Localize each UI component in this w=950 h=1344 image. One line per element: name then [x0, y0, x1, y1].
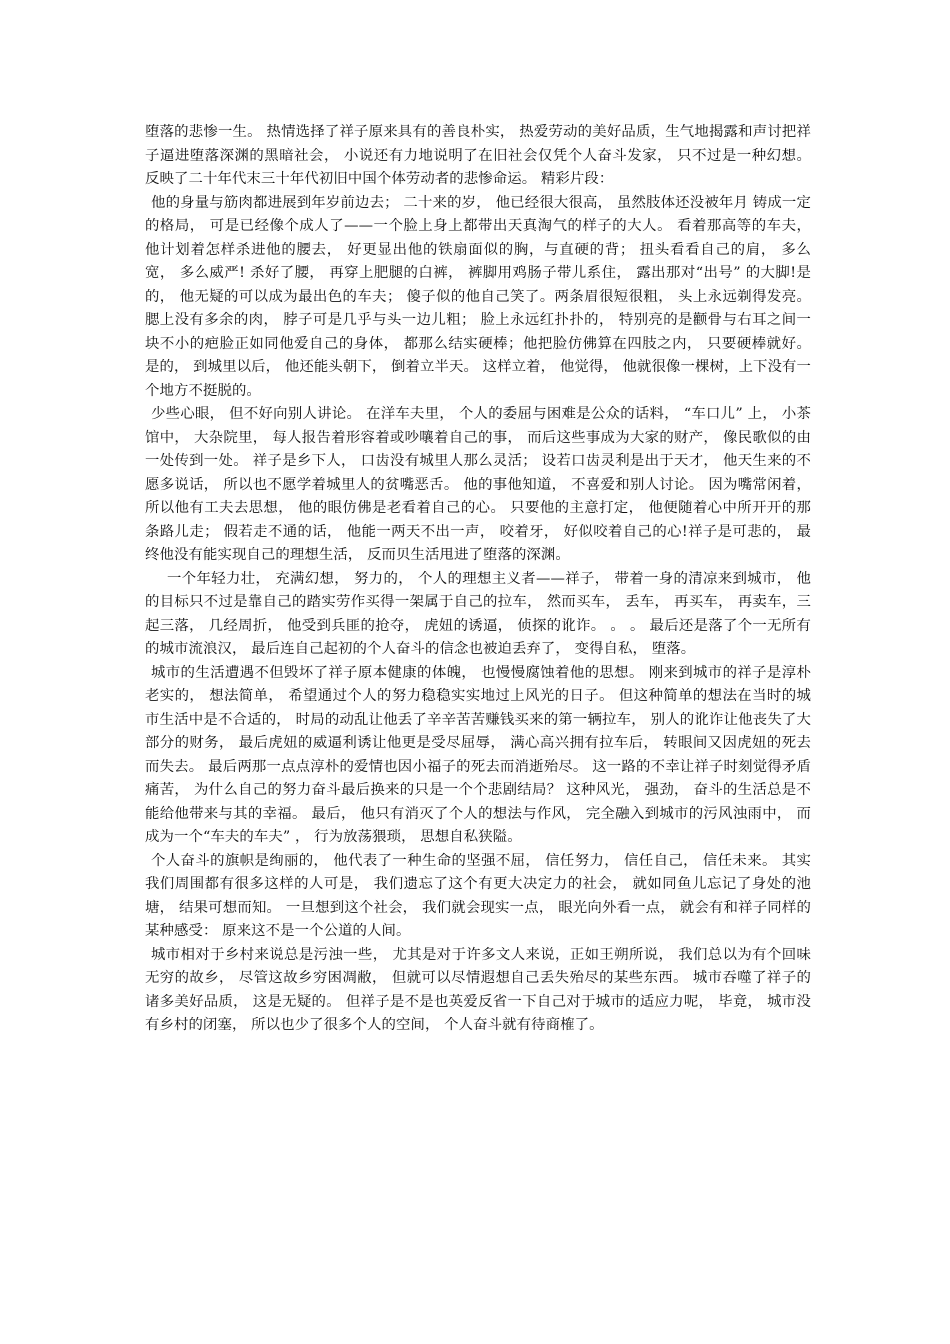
paragraph: 堕落的悲惨一生。 热情选择了祥子原来具有的善良朴实， 热爱劳动的美好品质，生气地揭露和声讨把祥子逼进堕落深渊的黑暗社会， 小说还有力地说明了在旧社会仅凭个人奋斗发家， 只不过是一种幻想。 反映了二十年代末三十年代初旧中国个体劳动者的悲惨命运。 精彩片段： — [145, 124, 811, 187]
paragraph: 个人奋斗的旗帜是绚丽的， 他代表了一种生命的坚强不屈， 信任努力， 信任自己， 信任未来。 其实我们周围都有很多这样的人可是， 我们遗忘了这个有更大决定力的社会， 就如同鱼儿忘记了身处的池塘， 结果可想而知。 一旦想到这个社会， 我们就会现实一点， 眼光向外看一点， 就会有和祥子同样的某种感受： 原来这不是一个公道的人间。 — [145, 852, 811, 939]
paragraph: 一个年轻力壮， 充满幻想， 努力的， 个人的理想主义者——祥子， 带着一身的清凉来到城市， 他的目标只不过是靠自己的踏实劳作买得一架属于自己的拉车， 然而买车， 丢车， 再买车， 再卖车，三起三落， 几经周折， 他受到兵匪的抢夺， 虎妞的诱逼， 侦探的讹诈。 。 。 最后还是落了个一无所有的城市流浪汉， 最后连自己起初的个人奋斗的信念也被迫丢弃了， 变得自私， 堕落。 — [145, 570, 811, 657]
document-body — [145, 121, 811, 1038]
paragraph: 城市的生活遭遇不但毁坏了祥子原本健康的体魄， 也慢慢腐蚀着他的思想。 刚来到城市的祥子是淳朴老实的， 想法简单， 希望通过个人的努力稳稳实实地过上风光的日子。 但这种简单的想法在当时的城市生活中是不合适的， 时局的动乱让他丢了辛辛苦苦赚钱买来的第一辆拉车， 别人的讹诈让他丧失了大部分的财务， 最后虎妞的威逼利诱让他更是受尽屈辱， 满心高兴拥有拉车后， 转眼间又因虎妞的死去而失去。 最后两那一点点淳朴的爱情也因小福子的死去而消逝殆尽。 这一路的不幸让祥子时刻觉得矛盾痛苦， 为什么自己的努力奋斗最后换来的只是一个个悲剧结局？ 这种风光， 强劲， 奋斗的生活总是不能给他带来与其的幸福。 最后， 他只有消灭了个人的想法与作风， 完全融入到城市的污风浊雨中， 而成为一个“车夫的车夫” ， 行为放荡猥琐， 思想自私狭隘。 — [145, 664, 811, 845]
paragraph: 城市相对于乡村来说总是污浊一些， 尤其是对于许多文人来说，正如王朔所说， 我们总以为有个回味无穷的故乡， 尽管这故乡穷困凋敝， 但就可以尽情遐想自己丢失殆尽的某些东西。 城市吞噬了祥子的诸多美好品质， 这是无疑的。 但祥子是不是也英爱反省一下自己对于城市的适应力呢， 毕竟， 城市没有乡村的闭塞， 所以也少了很多个人的空间， 个人奋斗就有待商榷了。 — [145, 946, 811, 1033]
paragraph: 他的身量与筋肉都进展到年岁前边去； 二十来的岁， 他已经很大很高， 虽然肢体还没被年月 铸成一定的格局， 可是已经像个成人了——一个脸上身上都带出天真淘气的样子的大人。 看着那高等的车夫， 他计划着怎样杀进他的腰去， 好更显出他的铁扇面似的胸，与直硬的背； 扭头看看自己的肩， 多么宽， 多么威严! 杀好了腰， 再穿上肥腿的白裤， 裤脚用鸡肠子带儿系住， 露出那对“出号” 的大脚!是的， 他无疑的可以成为最出色的车夫； 傻子似的他自己笑了。两条眉很短很粗， 头上永远剃得发亮。 腮上没有多余的肉， 脖子可是几乎与头一边儿粗； 脸上永远红扑扑的， 特别亮的是颧骨与右耳之间一块不小的疤脸正如同他爱自己的身体， 都那么结实硬棒；他把脸仿佛算在四肢之内， 只要硬棒就好。 是的， 到城里以后， 他还能头朝下， 倒着立半天。 这样立着， 他觉得， 他就很像一棵树，上下没有一个地方不挺脱的。 — [145, 194, 811, 399]
paragraph: 少些心眼， 但不好向别人讲论。 在洋车夫里， 个人的委屈与困难是公众的话料， “车口儿” 上， 小茶馆中， 大杂院里， 每人报告着形容着或吵嚷着自己的事， 而后这些事成为大家的财产， 像民歌似的由一处传到一处。 祥子是乡下人， 口齿没有城里人那么灵活； 设若口齿灵利是出于天才， 他天生来的不愿多说话， 所以也不愿学着城里人的贫嘴恶舌。 他的事他知道， 不喜爱和别人讨论。 因为嘴常闲着， 所以他有工夫去思想， 他的眼仿佛是老看着自己的心。 只要他的主意打定， 他便随着心中所开开的那条路儿走； 假若走不通的话， 他能一两天不出一声， 咬着牙， 好似咬着自己的心!祥子是可悲的， 最终他没有能实现自己的理想生活， 反而贝生活甩进了堕落的深渊。 — [145, 406, 811, 563]
